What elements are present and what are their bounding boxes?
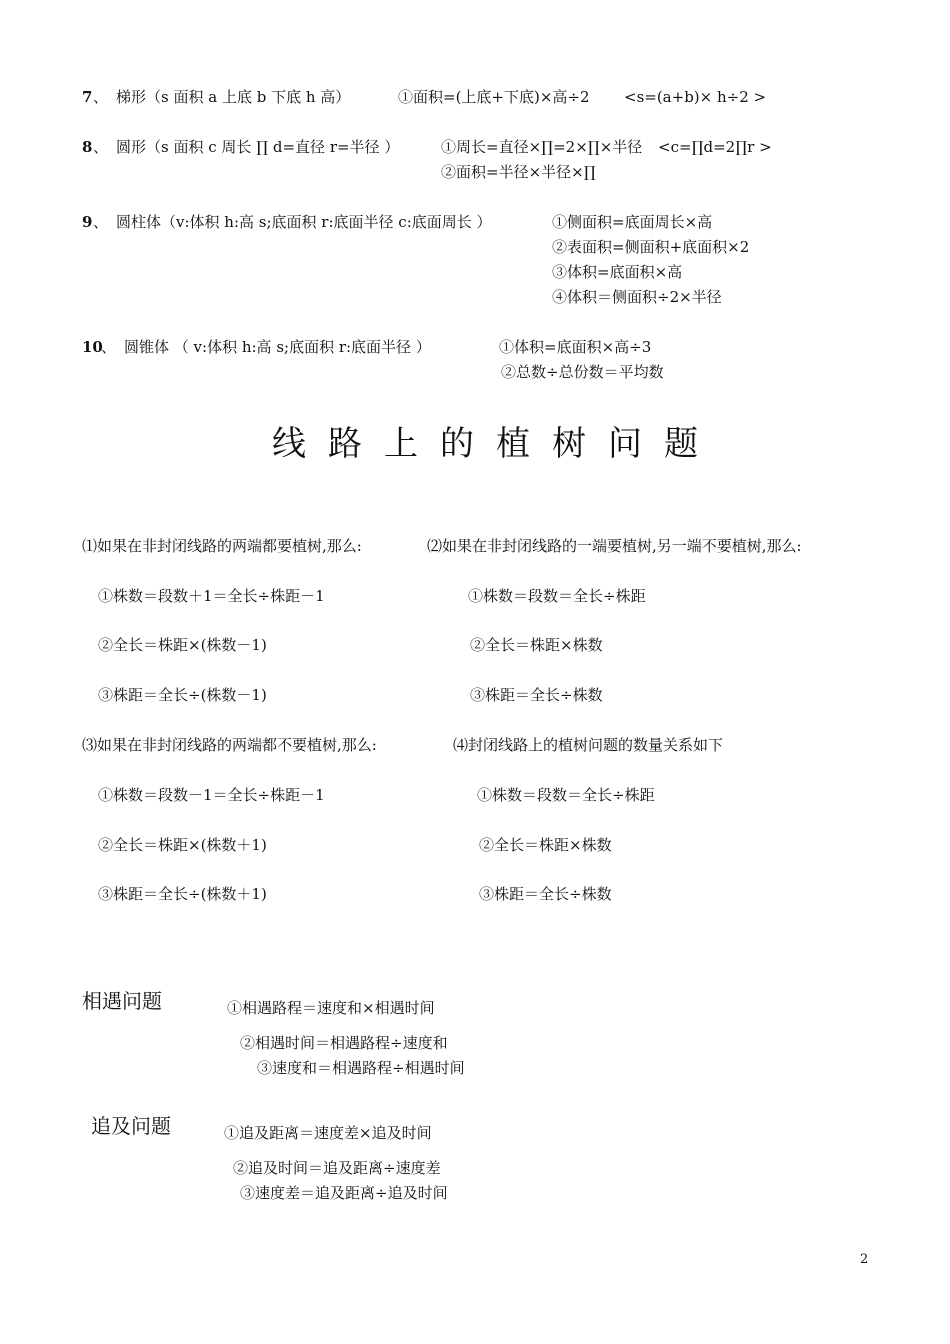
case-2-item-3: ③株距＝全长÷株数 (470, 686, 603, 704)
item-8-formula-2: ②面积=半径×半径×∏ (441, 163, 596, 181)
item-9-formula-1: ①侧面积=底面周长×高 (552, 213, 713, 231)
item-10-sep: 、 (101, 338, 117, 356)
case-1-heading: ⑴如果在非封闭线路的两端都要植树,那么: (82, 537, 362, 555)
case-1-item-1: ①株数＝段数＋1＝全长÷株距－1 (98, 587, 325, 605)
meeting-item-1: ①相遇路程＝速度和×相遇时间 (227, 999, 435, 1017)
item-8-sep: 、 (93, 138, 109, 156)
item-8-formula-symbol: <c=∏d=2∏r > (658, 138, 772, 156)
meeting-problem-title: 相遇问题 (82, 989, 162, 1013)
page-number: 2 (860, 1252, 869, 1267)
item-9-formula-4: ④体积＝侧面积÷2×半径 (552, 288, 722, 306)
case-3-item-2: ②全长＝株距×(株数＋1) (98, 836, 267, 854)
chase-problem-title: 追及问题 (91, 1114, 171, 1138)
item-7-description: 梯形（s 面积 a 上底 b 下底 h 高） (116, 88, 351, 106)
item-9-description: 圆柱体（v:体积 h:高 s;底面积 r:底面半径 c:底面周长 ） (116, 213, 492, 231)
case-4-item-1: ①株数＝段数＝全长÷株距 (477, 786, 655, 804)
meeting-item-2: ②相遇时间＝相遇路程÷速度和 (240, 1034, 448, 1052)
case-4-heading: ⑷封闭线路上的植树问题的数量关系如下 (453, 736, 724, 754)
chase-item-1: ①追及距离＝速度差×追及时间 (224, 1124, 432, 1142)
item-9-formula-3: ③体积=底面积×高 (552, 263, 683, 281)
item-7-formula-symbol: <s=(a+b)× h÷2 > (624, 88, 767, 106)
item-9-number: 9 (82, 213, 93, 231)
meeting-item-3: ③速度和＝相遇路程÷相遇时间 (257, 1059, 465, 1077)
item-8-number: 8 (82, 138, 93, 156)
case-1-item-2: ②全长＝株距×(株数－1) (98, 636, 267, 654)
item-10-number: 10 (82, 338, 103, 356)
case-3-item-3: ③株距＝全长÷(株数＋1) (98, 885, 267, 903)
case-4-item-3: ③株距＝全长÷株数 (479, 885, 612, 903)
case-3-heading: ⑶如果在非封闭线路的两端都不要植树,那么: (82, 736, 377, 754)
case-2-heading: ⑵如果在非封闭线路的一端要植树,另一端不要植树,那么: (427, 537, 802, 555)
item-7-sep: 、 (93, 88, 109, 106)
case-2-item-1: ①株数＝段数＝全长÷株距 (468, 587, 646, 605)
item-9-sep: 、 (93, 213, 109, 231)
item-7-formula-1: ①面积=(上底+下底)×高÷2 (398, 88, 590, 106)
item-7-number: 7 (82, 88, 93, 106)
tree-planting-title: 线路上的植树问题 (272, 424, 720, 464)
case-4-item-2: ②全长＝株距×株数 (479, 836, 612, 854)
case-3-item-1: ①株数＝段数－1＝全长÷株距－1 (98, 786, 325, 804)
item-8-description: 圆形（s 面积 c 周长 ∏ d=直径 r=半径 ） (116, 138, 400, 156)
chase-item-3: ③速度差＝追及距离÷追及时间 (240, 1184, 448, 1202)
item-9-formula-2: ②表面积=侧面积+底面积×2 (552, 238, 750, 256)
chase-item-2: ②追及时间＝追及距离÷速度差 (233, 1159, 441, 1177)
item-10-description: 圆锥体 （ v:体积 h:高 s;底面积 r:底面半径 ） (124, 338, 431, 356)
item-10-formula-2: ②总数÷总份数＝平均数 (501, 363, 664, 381)
case-2-item-2: ②全长＝株距×株数 (470, 636, 603, 654)
item-8-formula-1: ①周长=直径×∏=2×∏×半径 (441, 138, 643, 156)
case-1-item-3: ③株距＝全长÷(株数－1) (98, 686, 267, 704)
item-10-formula-1: ①体积=底面积×高÷3 (499, 338, 652, 356)
